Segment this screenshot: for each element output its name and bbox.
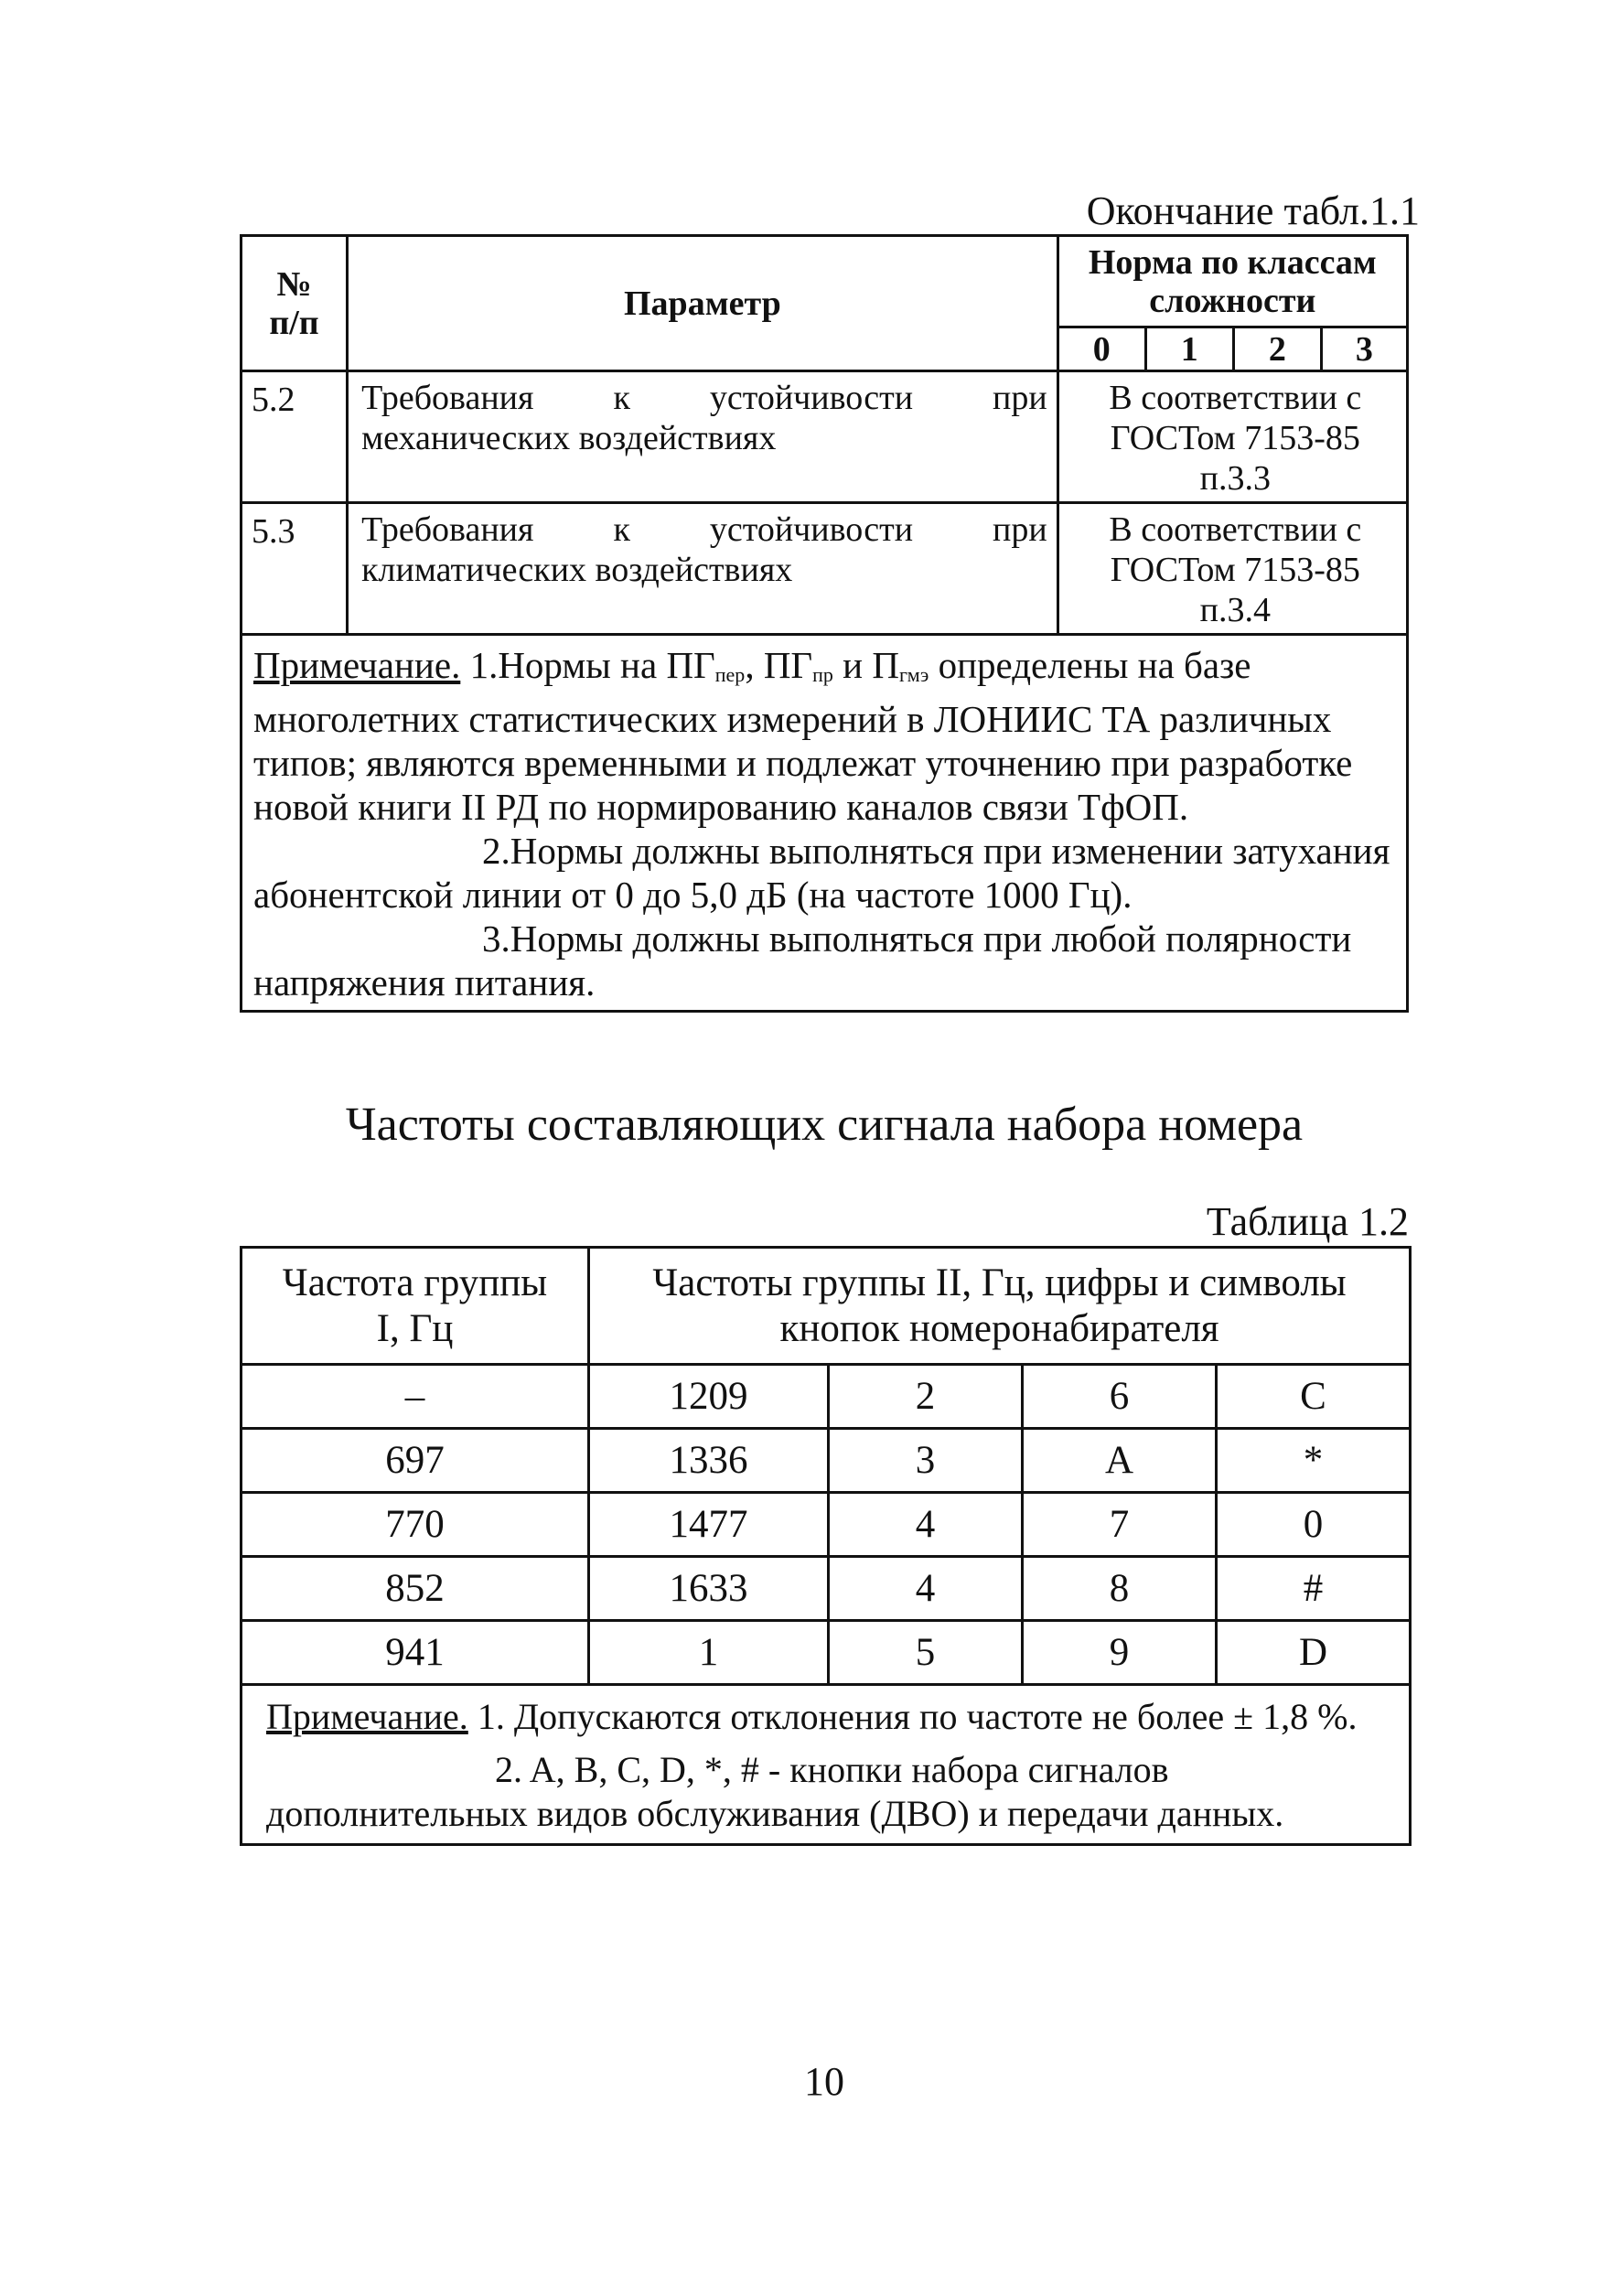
note-text: 1.Нормы на ПГ [460,644,715,686]
cell: A [1023,1429,1217,1493]
table-row [242,371,1408,503]
cell: 1 [589,1621,829,1685]
cell: 4 [829,1493,1023,1557]
cell: 1336 [589,1429,829,1493]
cell: * [1217,1429,1411,1493]
header-param: Параметр [348,236,1058,371]
note-subscript: пер [714,663,746,686]
cell: D [1217,1621,1411,1685]
note-text: 1. Допускаются отклонения по частоте не более ± 1,8 %. [467,1696,1358,1737]
header-group1: Частота группы I, Гц [242,1248,589,1365]
table-frequencies [240,1246,1412,1846]
note-item: 2.Нормы должны выполняться при изменении затухания абонентской линии от 0 до 5,0 дБ (на частоте 1000 Гц). [253,830,1390,916]
cell: 7 [1023,1493,1217,1557]
note-item: 2. A, B, C, D, *, # - кнопки набора сигналов дополнительных видов обслуживания (ДВО) и передачи данных. [266,1749,1284,1834]
row-norm: В соответствии с ГОСТом 7153-85 п.3.4 [1057,503,1407,635]
header-norm: Норма по классам сложности [1057,236,1407,327]
note-text: , ПГ [745,644,813,686]
table-note [242,635,1408,1012]
table-note-row [242,635,1408,1012]
note-text: и П [832,644,899,686]
cell: 1209 [589,1365,829,1429]
note-subscript: гмэ [898,663,929,686]
table-row [242,503,1408,635]
table-note-row [242,1685,1411,1845]
header-class: 2 [1233,327,1321,371]
table-norms [240,234,1409,1013]
note-subscript: пр [812,663,833,686]
page-number: 10 [804,2059,844,2104]
cell: 852 [242,1557,589,1621]
table-caption: Таблица 1.2 [1206,1199,1409,1244]
cell: 6 [1023,1365,1217,1429]
cell: 0 [1217,1493,1411,1557]
row-param: Требования к устойчивости при климатических воздействиях [348,503,1058,635]
cell: 3 [829,1429,1023,1493]
note-label: Примечание. [253,644,461,686]
cell: 4 [829,1557,1023,1621]
cell: 697 [242,1429,589,1493]
header-class: 3 [1321,327,1407,371]
cell: 5 [829,1621,1023,1685]
cell: 770 [242,1493,589,1557]
note-text: определены на базе многолетних статистических измерений в ЛОНИИС ТА различных типов; являются временными и подлежат уточнению при разработке новой книги II РД по нормированию каналов связи ТфОП. [253,644,1353,828]
cell: # [1217,1557,1411,1621]
header-num: № п/п [242,236,348,371]
table-row [242,1493,1411,1557]
note-label: Примечание. [266,1696,468,1737]
note-item: 3.Нормы должны выполняться при любой полярности напряжения питания. [253,917,1352,1003]
table-row [242,1557,1411,1621]
cell: 941 [242,1621,589,1685]
section-heading: Частоты составляющих сигнала набора номера [345,1099,1304,1151]
table-row [242,1621,1411,1685]
cell: 1477 [589,1493,829,1557]
cell: 2 [829,1365,1023,1429]
table-note [242,1685,1411,1845]
header-group2: Частоты группы II, Гц, цифры и символы кнопок номеронабирателя [589,1248,1411,1365]
cell: 9 [1023,1621,1217,1685]
table-row [242,1365,1411,1429]
row-num: 5.3 [242,503,348,635]
header-class: 1 [1145,327,1233,371]
row-num: 5.2 [242,371,348,503]
cell: C [1217,1365,1411,1429]
header-class: 0 [1057,327,1145,371]
cell: 8 [1023,1557,1217,1621]
cell: 1633 [589,1557,829,1621]
row-param: Требования к устойчивости при механических воздействиях [348,371,1058,503]
cell: – [242,1365,589,1429]
row-norm: В соответствии с ГОСТом 7153-85 п.3.3 [1057,371,1407,503]
table-caption: Окончание табл.1.1 [1086,188,1420,233]
table-row [242,1429,1411,1493]
